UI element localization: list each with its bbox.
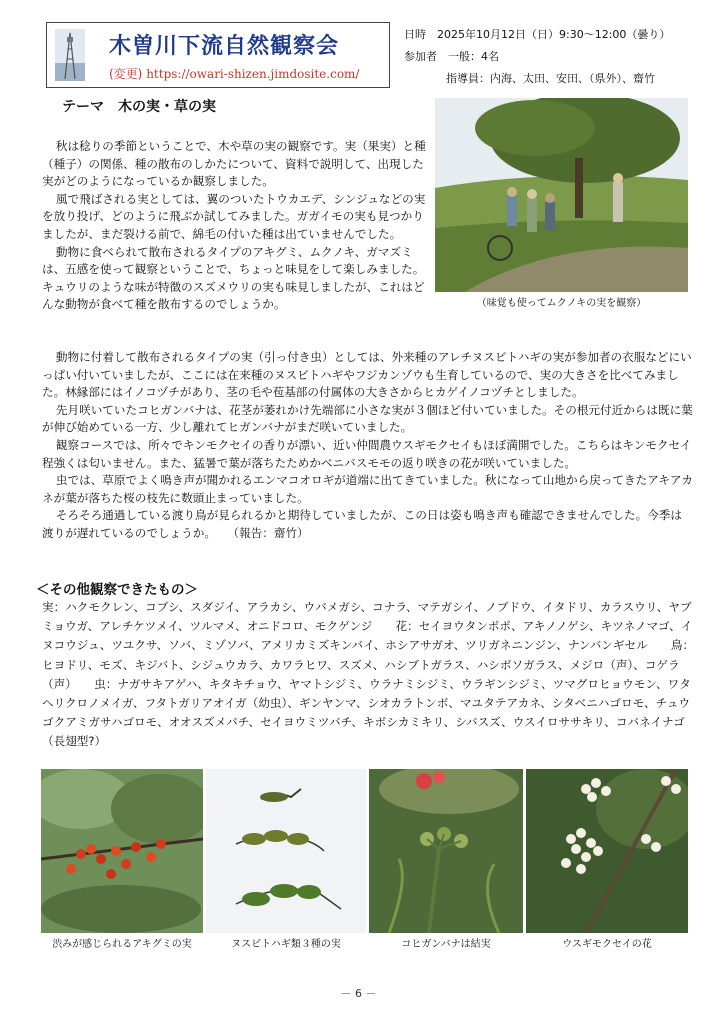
paragraph: そろそろ通過している渡り鳥が見られるかと期待していましたが、この日は姿も鳴き声も確認できませんでした。今季は渡りが遅れているのでしょうか。 （報告：齋竹） <box>42 508 682 540</box>
photo-nusubitohagi-seeds <box>206 769 366 933</box>
photo-field-observation <box>435 98 688 292</box>
url-line <box>109 65 359 82</box>
header-box <box>46 22 390 88</box>
website-url-link[interactable]: https://owari-shizen.jimdosite.com/ <box>146 67 360 81</box>
page-number: － 6 － <box>340 987 377 1000</box>
url-change-tag: (変更) <box>109 67 143 81</box>
paragraph: 先月咲いていたコヒガンバナは、花茎が萎れかけ先端部に小さな実が３個ほど付いていました。その根元付近からは既に葉が伸び始めている一方、少し離れてヒガンバナがまだ咲いていました。 <box>42 402 693 435</box>
event-date: 日時 2025年10月12日（日）9:30～12:00（曇り） <box>404 28 671 41</box>
photo-caption: ヌスビトハギ類３種の実 <box>231 939 341 950</box>
report-text-full <box>42 349 693 543</box>
photo-caption: 渋みが感じられるアキグミの実 <box>52 939 192 950</box>
photo-caption: コヒガンバナは結実 <box>401 939 491 950</box>
leaders: 指導員：内海、太田、安田、（県外）、齋竹 <box>446 72 655 85</box>
paragraph: 秋は稔りの季節ということで、木や草の実の観察です。実（果実）と種（種子）の関係、種の散布のしかたについて、資料で説明して、出現した実がどのようになっているか観察しました。 <box>42 139 426 189</box>
participants: 参加者 一般：4名 <box>404 50 499 63</box>
report-text-top <box>42 138 430 314</box>
org-title: 木曽川下流自然観察会 <box>109 34 340 59</box>
tower-logo-icon <box>55 29 85 81</box>
photo-kohiganbana-fruit <box>369 769 523 933</box>
photo-caption: ウスギモクセイの花 <box>562 939 652 950</box>
paragraph: 風で飛ばされる実としては、翼のついたトウカエデ、シンジュなどの実を放り投げ、どのように飛ぶか試してみました。ガガイモの実も見つかりましたが、まだ裂ける前で、綿毛の付いた種は出ていませんでした。 <box>42 191 426 241</box>
others-heading: ＜その他観察できたもの＞ <box>36 582 198 598</box>
paragraph: 動物に食べられて散布されるタイプのアキグミ、ムクノキ、ガマズミは、五感を使って観察ということで、ちょっと味見をして楽しみました。キュウリのような味が特徴のスズメウリの実も味見しましたが、これはどんな動物が食べて種を散布するのでしょうか。 <box>42 244 425 312</box>
paragraph: 動物に付着して散布されるタイプの実（引っ付き虫）としては、外来種のアレチヌスビトハギの実が参加者の衣服などにいっぱい付いていましたが、ここには在来種のヌスビトハギやフジカンゾウも生育しているので、実の大きさを比べてみました。林縁部にはイノコヅチがあり、茎の毛や苞基部の付属体の大きさからヒカゲイノコヅチとしました。 <box>42 350 692 400</box>
others-list: 実：ハクモクレン、コブシ、スダジイ、アラカシ、ウバメガシ、コナラ、マテガシイ、ノブドウ、イタドリ、カラスウリ、ヤブミョウガ、アレチケツメイ、ツルマメ、オニドコロ、モクゲンジ 花：セイヨウタンポポ、アキノノゲシ、キツネノマゴ、イヌコウジュ、ツユクサ、ソバ、ミゾソバ、アメリカミズキンバイ、ホシアサガオ、ツリガネニンジン、ナンバンギセル 鳥：ヒヨドリ、モズ、キジバト、シジュウカラ、カワラヒワ、スズメ、ハシブトガラス、ハシボソガラス、メジロ（声）、コゲラ（声） 虫：ナガサキアゲハ、キタキチョウ、ヤマトシジミ、ウラナミシジミ、ウラギンシジミ、ツマグロヒョウモン、ワタヘリクロノメイガ、フタトガリアオイガ（幼虫）、ギンヤンマ、シオカラトンボ、マユタテアカネ、シタベニハゴロモ、チュウゴクアミガサハゴロモ、オオスズメバチ、セイヨウミツバチ、キボシカミキリ、シバスズ、ウスイロササキリ、コバネイナゴ（長翅型?） <box>42 600 695 749</box>
theme-heading: テーマ 木の実・草の実 <box>62 99 216 115</box>
photo-usugimokusei-flowers <box>526 769 688 933</box>
photo-caption-main: （味覚も使ってムクノキの実を観察） <box>476 298 647 309</box>
photo-akigumi-berries <box>41 769 203 933</box>
paragraph: 観察コースでは、所々でキンモクセイの香りが漂い、近い仲間農ウスギモクセイもほぼ満開でした。こちらはキンモクセイ程強くは匂いません。また、猛暑で葉が落ちたためかベニバスモモの返り咲きの花が咲いていました。 <box>42 437 692 470</box>
paragraph: 虫では、草原でよく鳴き声が聞かれるエンマコオロギが道端に出てきていました。秋になって山地から戻ってきたアキアカネが葉が落ちた桜の枝先に数頭止まっていました。 <box>42 473 693 505</box>
